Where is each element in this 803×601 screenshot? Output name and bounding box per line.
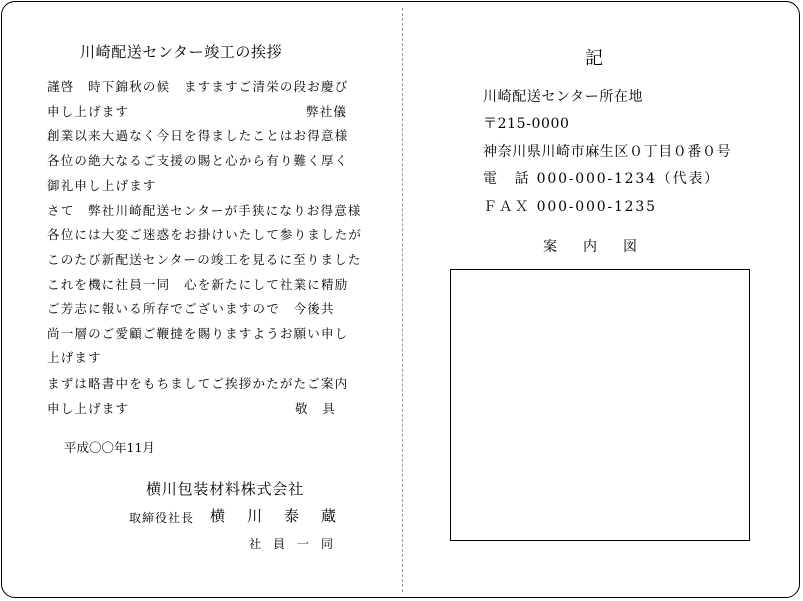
letter-title: 川崎配送センター竣工の挨拶	[80, 43, 283, 61]
location-label: 川崎配送センター所在地	[483, 89, 644, 105]
letter-line: 申し上げます	[47, 401, 130, 416]
staff-signature: 社員一同	[249, 537, 346, 551]
sender-tag: 弊社儀	[306, 104, 348, 119]
fax-number: ＦＡＸ 000-000-1235	[483, 199, 657, 215]
postal-code: 〒215-0000	[483, 116, 570, 132]
letter-line: 申し上げます	[47, 104, 130, 119]
closing: 敬 具	[295, 401, 337, 416]
letter-line: まずは略書中をもちましてご挨拶かたがたご案内	[47, 376, 349, 391]
letter-line: 創業以来大過なく今日を得ましたことはお得意様	[47, 128, 349, 143]
address: 神奈川県川崎市麻生区０丁目０番０号	[483, 144, 732, 160]
letter-line: 尚一層のご愛顧ご鞭撻を賜りますようお願い申し	[47, 326, 349, 341]
notice-heading: 記	[585, 48, 603, 69]
letter-line: これを機に社員一同 心を新たにして社業に精励	[47, 277, 349, 292]
company-name: 横川包装材料株式会社	[146, 480, 305, 498]
letter-line: 上げます	[47, 350, 102, 365]
president-name: 横川泰蔵	[210, 507, 359, 525]
fold-line	[402, 8, 403, 592]
letter-line: さて 弊社川崎配送センターが手狭になりお得意様	[47, 203, 362, 218]
letter-line: 各位の絶大なるご支援の賜と心から有り難く厚く	[47, 153, 349, 168]
letter-line: ご芳志に報いる所存でございますので 今後共	[47, 301, 335, 316]
letter-date: 平成〇〇年11月	[64, 440, 155, 455]
president-title: 取締役社長	[129, 511, 195, 525]
map-title: 案内図	[543, 239, 663, 255]
letter-line: 各位には大変ご迷惑をお掛けいたして参りましたが	[47, 227, 363, 242]
map-placeholder	[450, 269, 750, 541]
letter-line: 御礼申し上げます	[47, 178, 157, 193]
letter-line: このたび新配送センターの竣工を見るに至りました	[47, 252, 362, 267]
phone-number: 電 話 000-000-1234（代表）	[483, 171, 720, 187]
letter-line: 謹啓 時下錦秋の候 ますますご清栄の段お慶び	[47, 79, 349, 94]
